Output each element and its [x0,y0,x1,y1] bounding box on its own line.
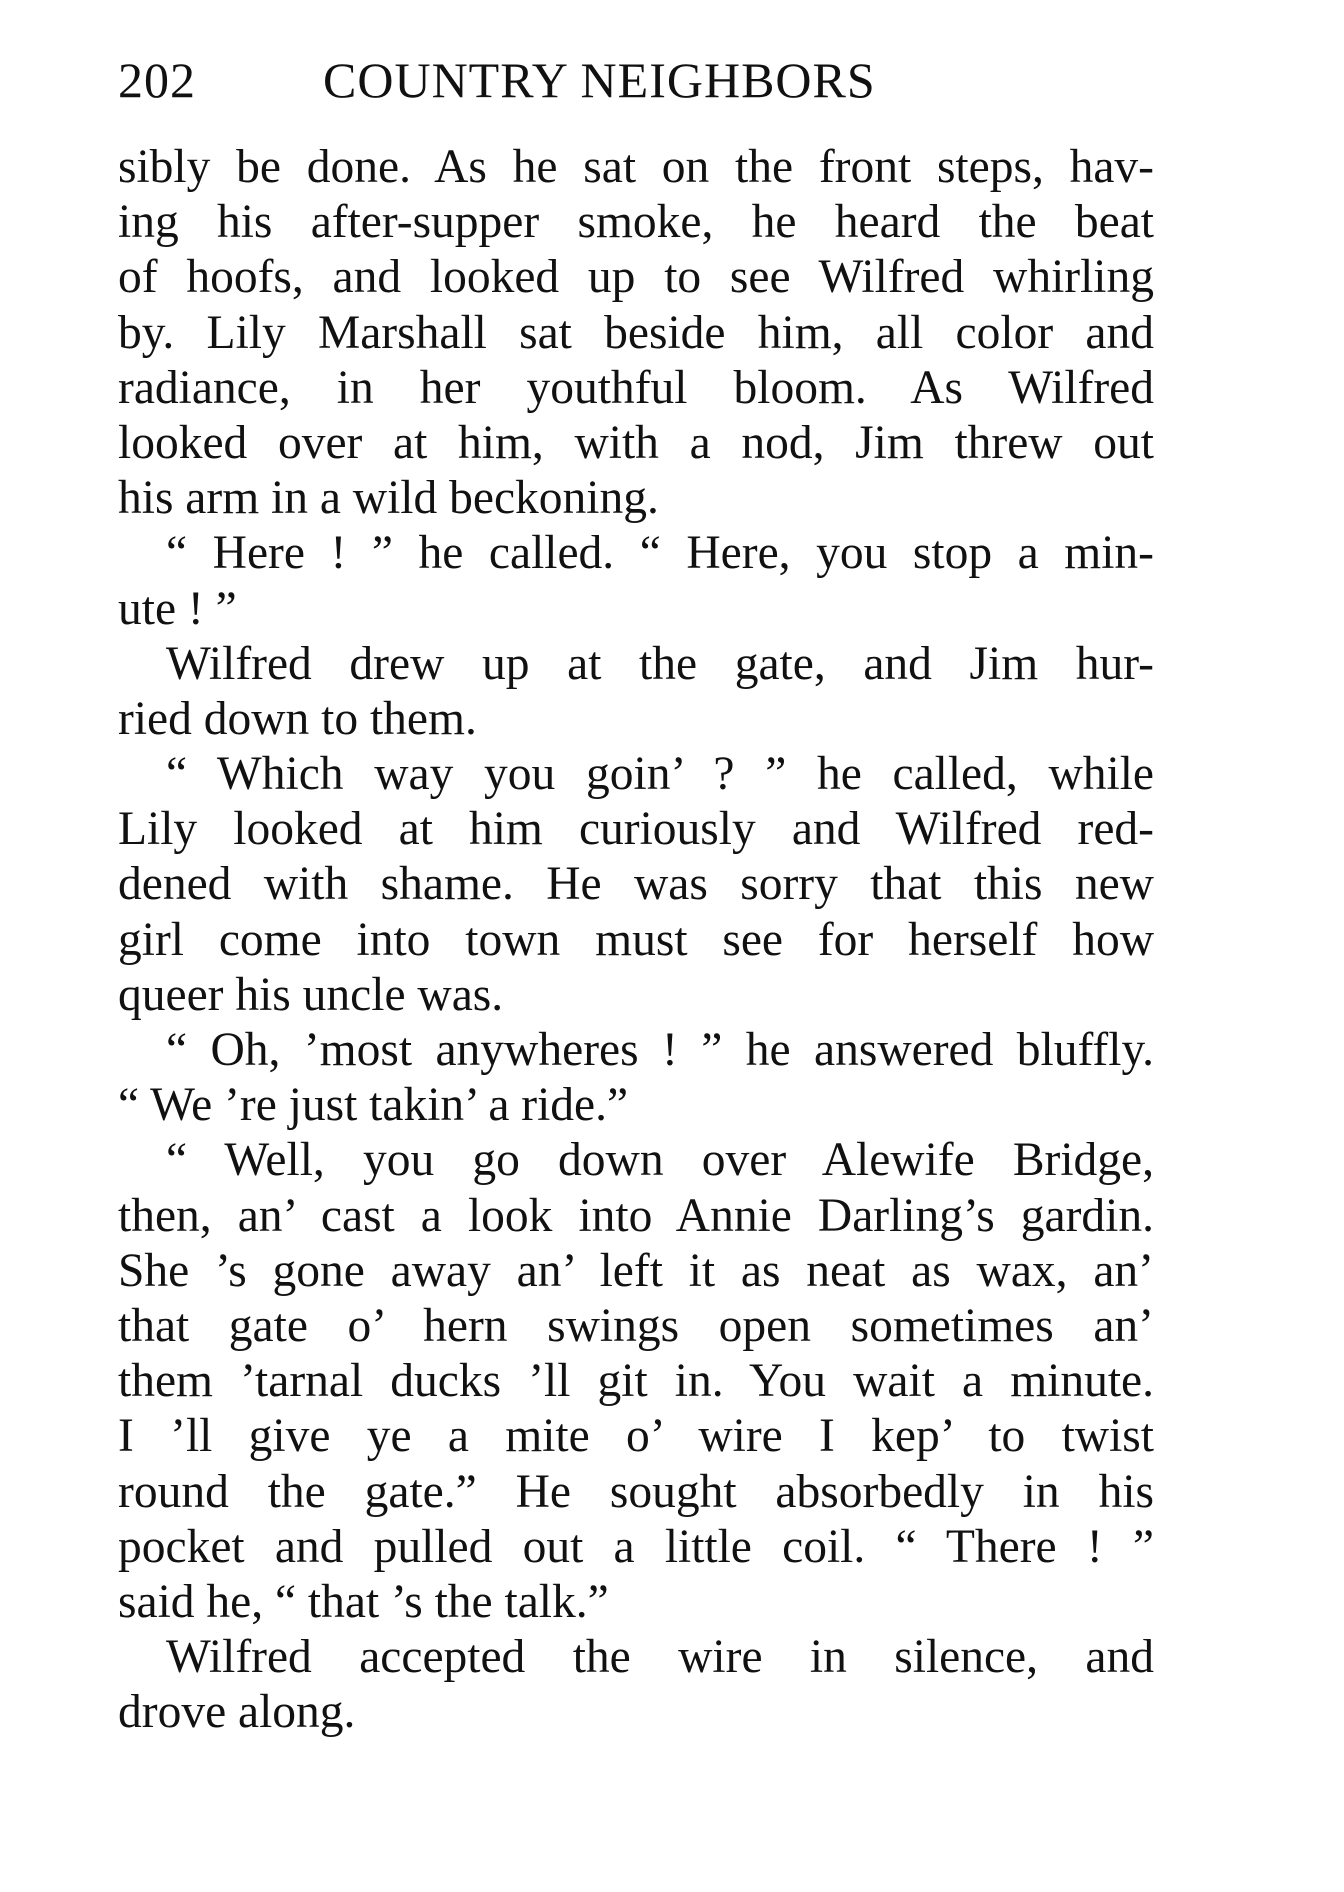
text-line: Wilfred accepted the wire in silence, and [166,1631,1154,1684]
text-line: drove along. [118,1686,356,1739]
text-line: ing his after-supper smoke, he heard the beat [118,196,1154,249]
text-line: pocket and pulled out a little coil. “ There ! ” [118,1520,1154,1573]
text-line: She ’s gone away an’ left it as neat as wax, an’ [118,1244,1154,1297]
text-line: round the gate.” He sought absorbedly in his [118,1465,1154,1518]
text-line: I ’ll give ye a mite o’ wire I kep’ to twist [118,1410,1154,1463]
text-line: Wilfred drew up at the gate, and Jim hur- [166,637,1154,690]
text-line: “ Here ! ” he called. “ Here, you stop a min- [166,527,1154,580]
text-line: girl come into town must see for herself how [118,913,1154,966]
text-line: then, an’ cast a look into Annie Darling’s gardin. [118,1189,1154,1242]
text-line: queer his uncle was. [118,968,504,1021]
text-line: his arm in a wild beckoning. [118,472,659,525]
text-line: sibly be done. As he sat on the front steps, hav- [118,141,1154,193]
text-line: dened with shame. He was sorry that this new [118,858,1154,911]
text-line: “ Oh, ’most anywheres ! ” he answered bluffly. [166,1024,1154,1076]
text-line: radiance, in her youthful bloom. As Wilfred [118,361,1154,414]
text-line: “ Well, you go down over Alewife Bridge, [166,1134,1154,1187]
text-line: that gate o’ hern swings open sometimes an’ [118,1299,1154,1352]
text-line: “ Which way you goin’ ? ” he called, while [166,748,1154,801]
text-line: ried down to them. [118,692,477,745]
running-title: COUNTRY NEIGHBORS [323,52,876,108]
text-line: said he, “ that ’s the talk.” [118,1575,609,1628]
text-line: them ’tarnal ducks ’ll git in. You wait a minute. [118,1355,1154,1408]
text-line: looked over at him, with a nod, Jim threw out [118,416,1154,469]
text-line: “ We ’re just takin’ a ride.” [118,1079,629,1132]
text-line: Lily looked at him curiously and Wilfred red- [118,803,1154,856]
text-line: by. Lily Marshall sat beside him, all color and [118,306,1154,359]
running-header [118,50,876,110]
text-line: of hoofs, and looked up to see Wilfred whirling [118,251,1154,304]
page-number: 202 [118,52,196,108]
body-text [118,140,1154,1740]
text-line: ute ! ” [118,582,237,635]
